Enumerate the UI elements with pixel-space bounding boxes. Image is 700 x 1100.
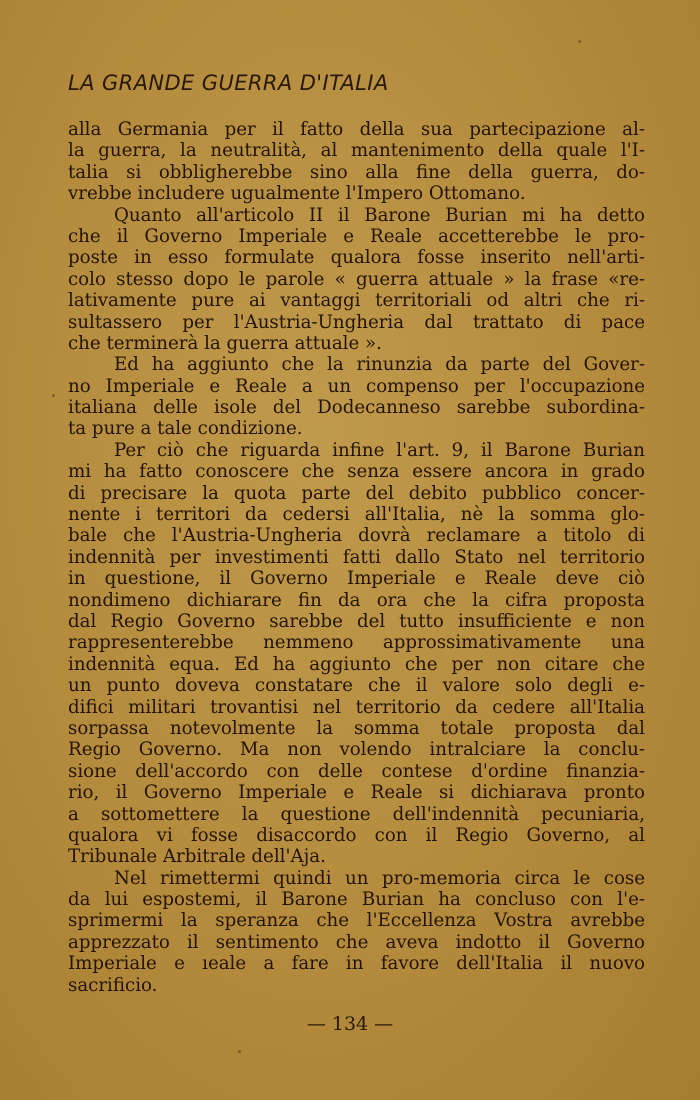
text-line: sione dell'accordo con delle contese d'ordine finanzia- (68, 760, 645, 782)
text-line: sprimermi la speranza che l'Eccellenza Vostra avrebbe (68, 910, 645, 932)
text-line: indennità equa. Ed ha aggiunto che per non citare che (68, 653, 645, 675)
text-line: Imperiale e ıeale a fare in favore dell'Italia il nuovo (68, 953, 645, 975)
page-number: — 134 — (306, 1013, 394, 1035)
text-line: qualora vi fosse disaccordo con il Regio Governo, al (68, 824, 645, 846)
paper-speck (238, 1050, 241, 1053)
text-line: talia si obbligherebbe sino alla fine della guerra, do- (68, 161, 645, 183)
text-line: da lui espostemi, il Barone Burian ha concluso con l'e- (68, 889, 645, 911)
paper-speck (578, 40, 581, 43)
text-line: di precisare la quota parte del debito pubblico concer- (68, 482, 645, 504)
text-line: sorpassa notevolmente la somma totale proposta dal (68, 717, 645, 739)
text-line: difici militari trovantisi nel territorio da cedere all'Italia (68, 696, 645, 718)
text-line: Per ciò che riguarda infine l'art. 9, il Barone Burian (114, 439, 645, 461)
text-line: ta pure a tale condizione. (68, 418, 303, 440)
text-line: a sottomettere la questione dell'indennità pecuniaria, (68, 803, 645, 825)
text-line: dal Regio Governo sarebbe del tutto insufficiente e non (68, 610, 645, 632)
text-line: nente i territori da cedersi all'Italia, nè la somma glo- (68, 504, 645, 526)
text-line: sultassero per l'Austria-Ungheria dal trattato di pace (68, 311, 645, 333)
text-line: colo stesso dopo le parole « guerra attuale » la frase «re- (68, 268, 645, 290)
text-line: nondimeno dichiarare fin da ora che la cifra proposta (68, 589, 645, 611)
text-line: italiana delle isole del Dodecanneso sarebbe subordina- (68, 397, 645, 419)
text-line: la guerra, la neutralità, al mantenimento della quale l'I- (68, 140, 645, 162)
text-line: che il Governo Imperiale e Reale accetterebbe le pro- (68, 225, 645, 247)
text-line: sacrificio. (68, 974, 158, 996)
text-line: rio, il Governo Imperiale e Reale si dichiarava pronto (68, 782, 645, 804)
body-text (68, 119, 645, 996)
text-line: poste in esso formulate qualora fosse inserito nell'arti- (68, 247, 645, 269)
text-line: mi ha fatto conoscere che senza essere ancora in grado (68, 461, 645, 483)
text-line: Quanto all'articolo II il Barone Burian mi ha detto (114, 204, 645, 226)
text-line: in questione, il Governo Imperiale e Reale deve ciò (68, 568, 645, 590)
text-line: lativamente pure ai vantaggi territoriali od altri che ri- (68, 290, 645, 312)
text-line: Regio Governo. Ma non volendo intralciare la conclu- (68, 739, 645, 761)
text-line: no Imperiale e Reale a un compenso per l'occupazione (68, 375, 645, 397)
text-line: indennità per investimenti fatti dallo Stato nel territorio (68, 546, 645, 568)
running-head: LA GRANDE GUERRA D'ITALIA (68, 71, 389, 95)
text-line: apprezzato il sentimento che aveva indotto il Governo (68, 931, 645, 953)
text-line: alla Germania per il fatto della sua partecipazione al- (68, 119, 645, 140)
text-line: Tribunale Arbitrale dell'Aja. (68, 846, 326, 868)
text-line: vrebbe includere ugualmente l'Impero Ottomano. (68, 183, 526, 205)
text-line: un punto doveva constatare che il valore solo degli e- (68, 675, 645, 697)
text-line: bale che l'Austria-Ungheria dovrà reclamare a titolo di (68, 525, 645, 547)
text-line: Ed ha aggiunto che la rinunzia da parte del Gover- (114, 354, 645, 376)
paper-speck (52, 394, 55, 397)
text-line: rappresenterebbe nemmeno approssimativamente una (68, 632, 645, 654)
text-line: che terminerà la guerra attuale ». (68, 332, 382, 354)
text-line: Nel rimettermi quindi un pro-memoria circa le cose (114, 867, 645, 889)
